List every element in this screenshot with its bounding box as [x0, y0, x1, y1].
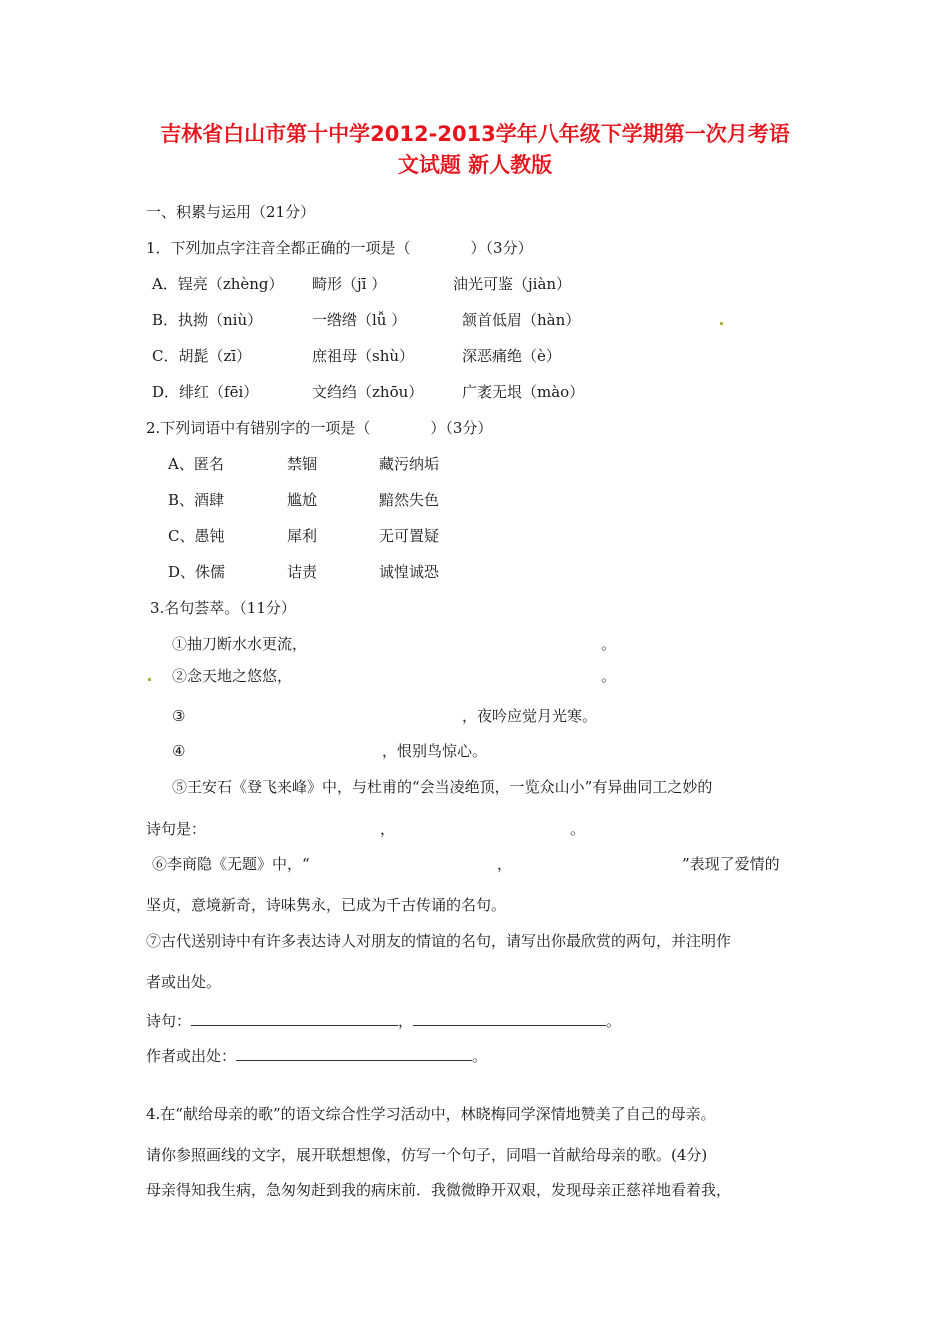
q2-option-d-word-2: 诘责 — [287, 563, 318, 581]
q1-option-d-label: D．绯红（fēi） — [152, 383, 259, 401]
q1-option-c-label: C．胡髭（zī） — [152, 347, 252, 365]
q1-option-b-word-2: 一绺绺（lǚ ） — [312, 311, 407, 329]
q3-item-3-text: ，夜吟应觉月光寒。 — [462, 707, 598, 725]
q3-item-2-end: 。 — [601, 667, 617, 685]
q3-item-1: ①抽刀断水水更流， — [172, 635, 308, 653]
poem-end: 。 — [606, 1012, 622, 1030]
q1-option-d-word-3: 广袤无垠（mào） — [462, 383, 585, 401]
scan-speck — [720, 322, 723, 325]
document-title-line-2: 文试题 新人教版 — [397, 153, 553, 177]
poem-blank-2 — [413, 1010, 606, 1026]
author-end: 。 — [472, 1047, 488, 1065]
q3-item-5-line-1: ⑤王安石《登飞来峰》中，与杜甫的“会当凌绝顶，一览众山小”有异曲同工之妙的 — [172, 778, 713, 796]
q3-item-5-end: 。 — [570, 820, 586, 838]
q2-option-a-word-1: A、匿名 — [168, 455, 224, 473]
question-4-line-1: 4.在“献给母亲的歌”的语文综合性学习活动中，林晓梅同学深情地赞美了自己的母亲。 — [146, 1105, 716, 1123]
q2-option-c-word-3: 无可置疑 — [379, 527, 440, 545]
author-answer-line — [146, 1045, 487, 1066]
q3-item-5-comma: ， — [380, 820, 396, 838]
question-2-stem: 2.下列词语中有错别字的一项是（ ）（3分） — [146, 419, 493, 437]
q3-item-6-comma: ， — [497, 855, 513, 873]
poem-answer-line — [146, 1010, 621, 1031]
author-blank — [236, 1045, 472, 1061]
q3-item-6-line-1: ⑥李商隐《无题》中，“ — [152, 855, 310, 873]
q3-item-4-text: ，恨别鸟惊心。 — [382, 742, 488, 760]
question-4-line-2: 请你参照画线的文字，展开联想想像，仿写一个句子，同唱一首献给母亲的歌。(4分) — [146, 1146, 708, 1164]
q2-option-c-word-1: C、愚钝 — [168, 527, 225, 545]
q2-option-d-word-3: 诚惶诚恐 — [379, 563, 440, 581]
q3-item-7-line-1: ⑦古代送别诗中有许多表达诗人对朋友的情谊的名句，请写出你最欣赏的两句，并注明作 — [146, 932, 732, 950]
q3-item-1-end: 。 — [601, 635, 617, 653]
q3-item-2: ②念天地之悠悠， — [172, 667, 293, 685]
poem-comma: ， — [398, 1012, 414, 1030]
q2-option-c-word-2: 犀利 — [287, 527, 318, 545]
question-1-stem: 1．下列加点字注音全都正确的一项是（ ）（3分） — [146, 239, 533, 257]
q1-option-b-word-3: 颔首低眉（hàn） — [462, 311, 581, 329]
q1-option-a-label: A．锃亮（zhèng） — [152, 275, 284, 293]
scan-speck — [148, 678, 151, 681]
q3-item-6-line-1-end: ”表现了爱情的 — [682, 855, 780, 873]
q1-option-a-word-3: 油光可鉴（jiàn） — [453, 275, 572, 293]
q2-option-b-word-2: 尴尬 — [287, 491, 318, 509]
q3-item-7-line-2: 者或出处。 — [146, 973, 222, 991]
q3-item-5-line-2: 诗句是： — [146, 820, 207, 838]
q2-option-a-word-2: 禁锢 — [287, 455, 318, 473]
q3-item-3-number: ③ — [172, 707, 186, 725]
q2-option-b-word-1: B、酒肆 — [168, 491, 225, 509]
q3-item-4-number: ④ — [172, 742, 186, 760]
question-3-stem: 3.名句荟萃。（11分） — [150, 599, 296, 617]
q1-option-b-label: B．执拗（niù） — [152, 311, 263, 329]
q1-option-c-word-3: 深恶痛绝（è） — [462, 347, 561, 365]
author-label: 作者或出处： — [146, 1047, 237, 1065]
poem-label: 诗句： — [146, 1012, 192, 1030]
section-heading: 一、积累与运用（21分） — [146, 203, 316, 221]
question-4-line-3: 母亲得知我生病，急匆匆赶到我的病床前．我微微睁开双艰，发现母亲正慈祥地看着我， — [146, 1181, 732, 1199]
q2-option-d-word-1: D、侏儒 — [168, 563, 226, 581]
q2-option-b-word-3: 黯然失色 — [379, 491, 440, 509]
q3-item-6-line-2: 坚贞，意境新奇，诗味隽永，已成为千古传诵的名句。 — [146, 896, 507, 914]
q2-option-a-word-3: 藏污纳垢 — [379, 455, 440, 473]
q1-option-a-word-2: 畸形（jī ） — [312, 275, 387, 293]
q1-option-d-word-2: 文绉绉（zhōu） — [312, 383, 424, 401]
document-title-line-1: 吉林省白山市第十中学2012-2013学年八年级下学期第一次月考语 — [160, 122, 790, 146]
poem-blank-1 — [191, 1010, 398, 1026]
q1-option-c-word-2: 庶祖母（shù） — [312, 347, 415, 365]
